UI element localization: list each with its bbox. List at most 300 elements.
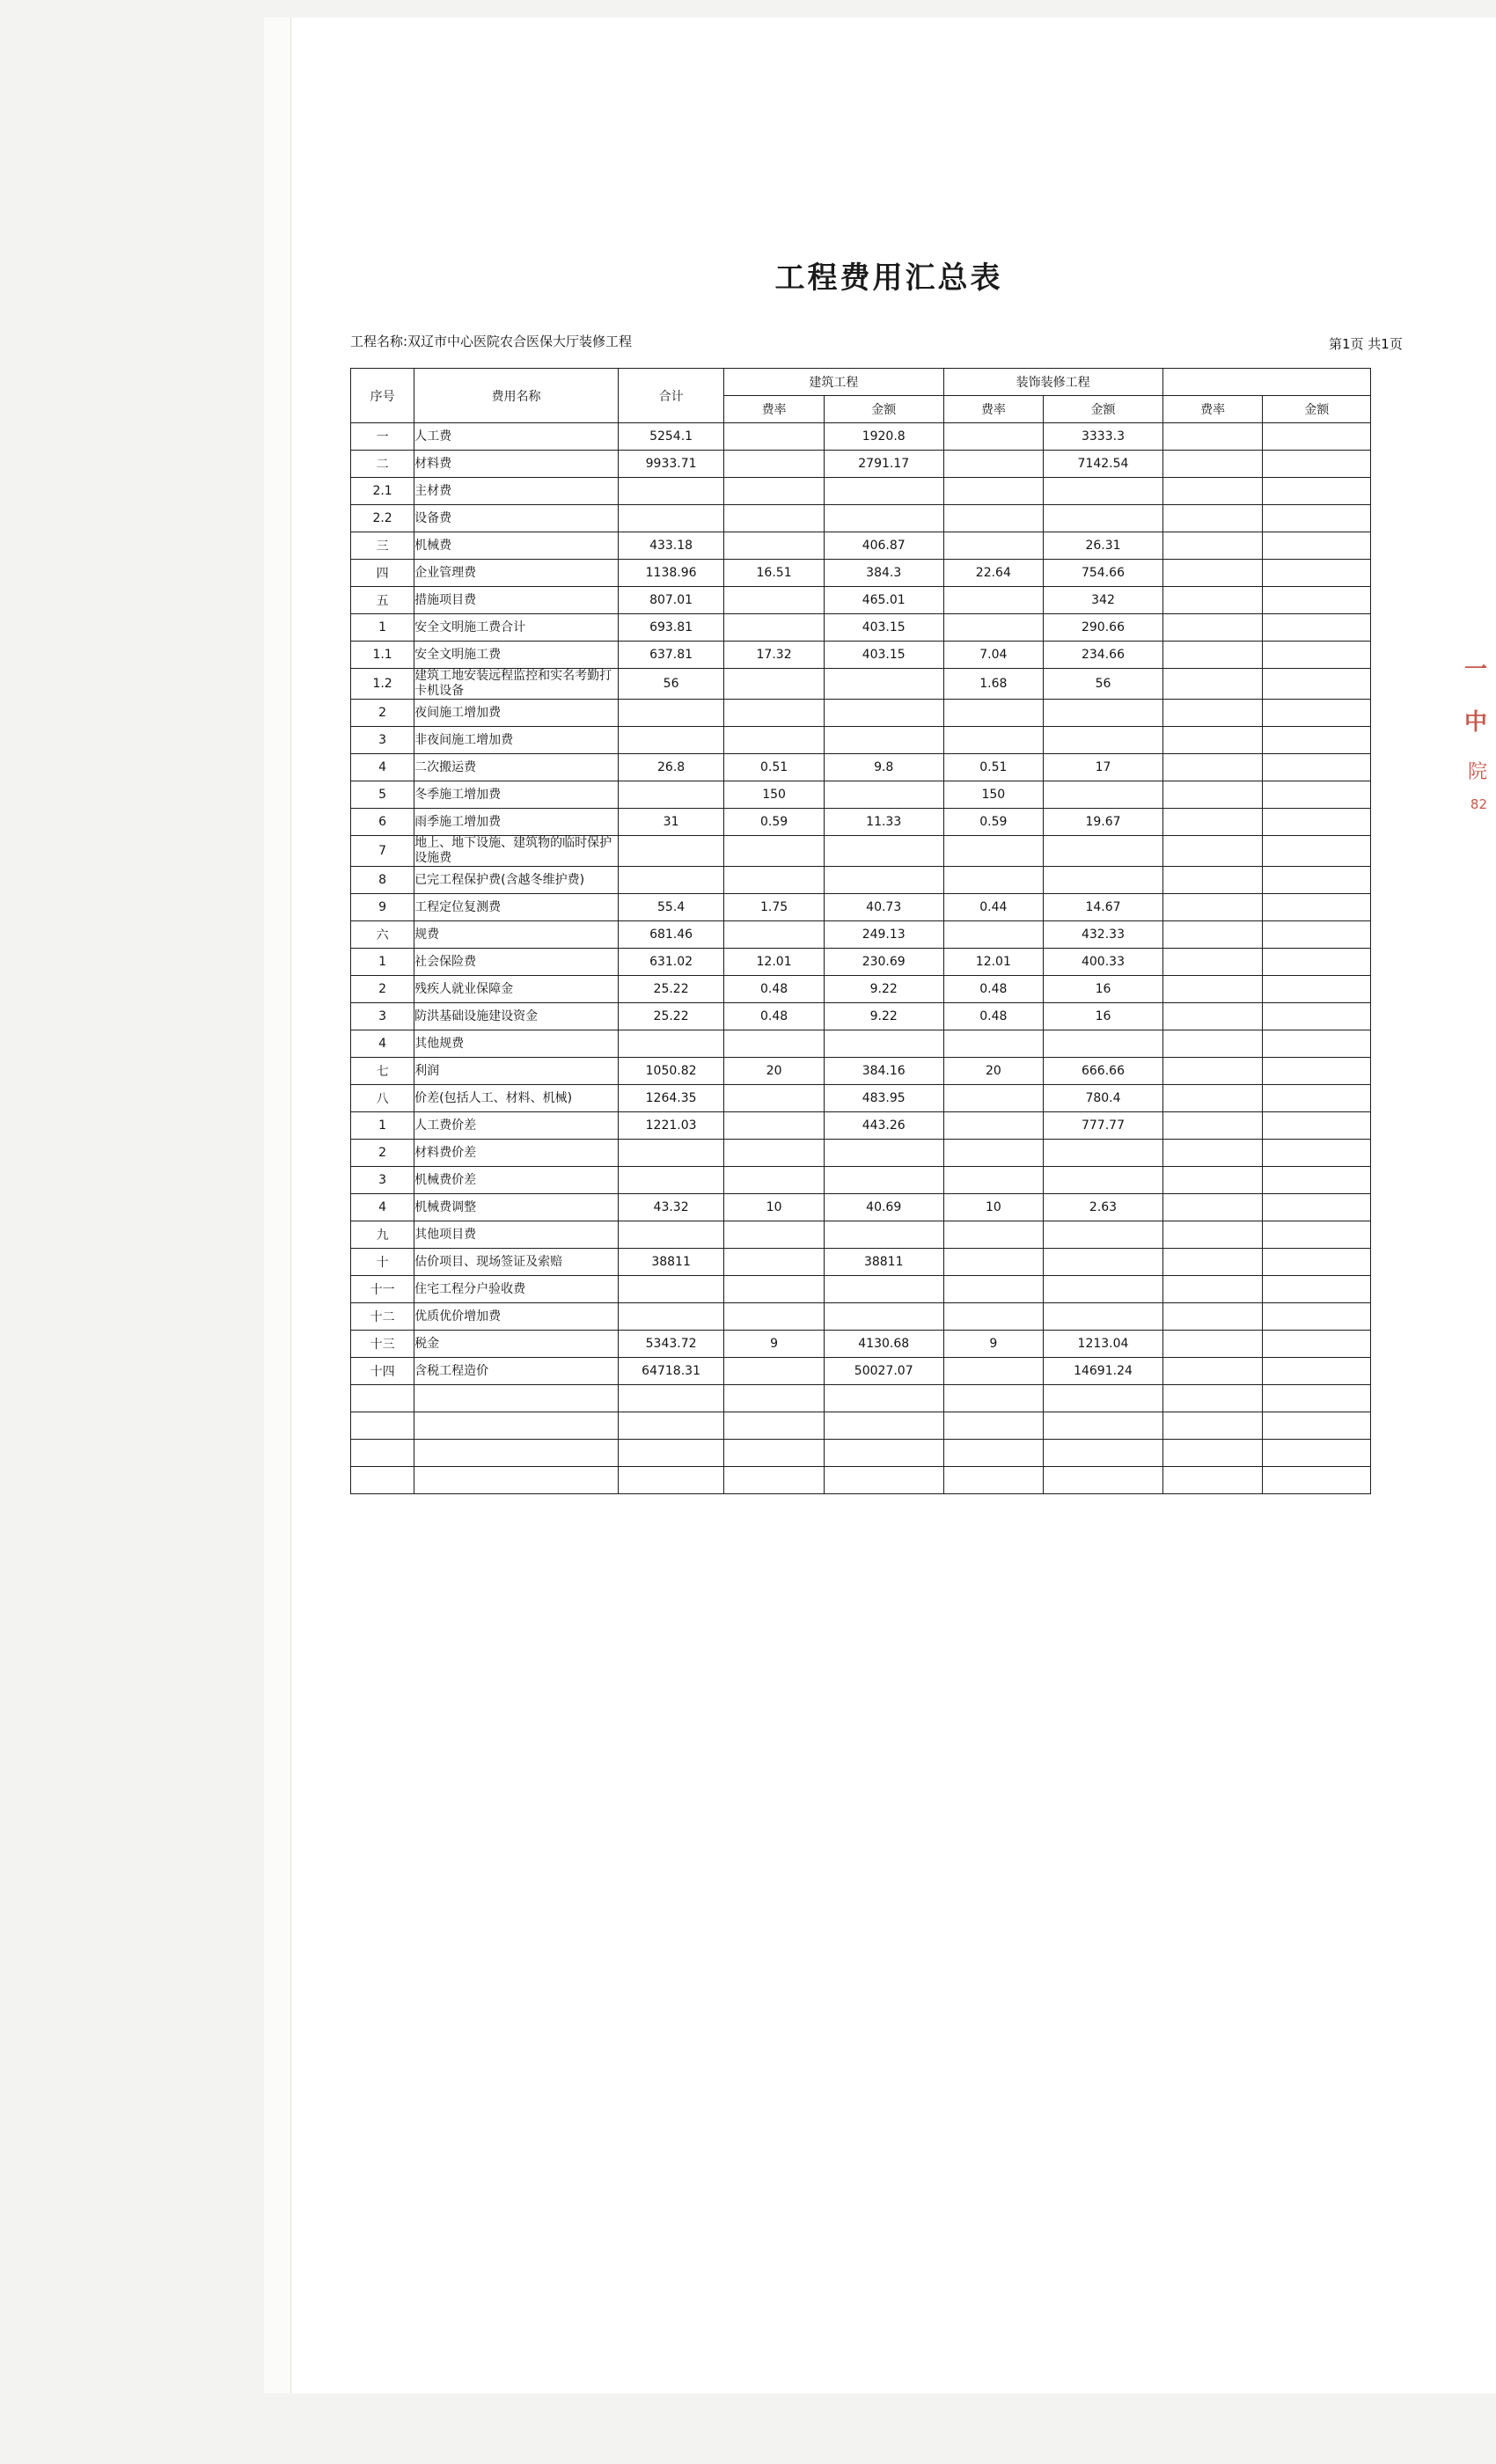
cell-total: 5254.1 <box>618 423 723 451</box>
cell-building-rate: 10 <box>724 1194 825 1221</box>
cell-decoration-amount: 14.67 <box>1044 894 1163 921</box>
cell-blank-rate <box>1162 1303 1263 1331</box>
cell-decoration-amount: 666.66 <box>1044 1058 1163 1085</box>
cell-blank-rate <box>1162 669 1263 700</box>
table-row <box>351 1140 1371 1167</box>
table-row <box>351 836 1371 867</box>
cell-building-rate: 0.51 <box>724 754 825 781</box>
cell-building-amount <box>824 1412 943 1440</box>
cell-total: 1138.96 <box>618 560 723 587</box>
cell-blank-amount <box>1263 809 1371 836</box>
cell-fee-name <box>414 1440 619 1467</box>
cell-building-amount: 230.69 <box>824 949 943 976</box>
cell-index: 十三 <box>351 1331 414 1358</box>
cell-decoration-rate <box>943 1467 1044 1494</box>
cell-blank-amount <box>1263 894 1371 921</box>
cell-blank-amount <box>1263 836 1371 867</box>
cell-building-amount: 249.13 <box>824 921 943 949</box>
cell-decoration-amount <box>1044 505 1163 532</box>
cell-blank-rate <box>1162 727 1263 754</box>
cell-blank-amount <box>1263 781 1371 809</box>
cell-building-rate <box>724 1030 825 1058</box>
header-blank-amount: 金额 <box>1263 396 1371 423</box>
cell-index: 一 <box>351 423 414 451</box>
cell-index: 十 <box>351 1249 414 1276</box>
cell-building-rate <box>724 1112 825 1140</box>
cell-total <box>618 1385 723 1412</box>
table-row <box>351 1385 1371 1412</box>
cell-fee-name: 措施项目费 <box>414 587 619 614</box>
cell-blank-rate <box>1162 1167 1263 1194</box>
cell-fee-name: 防洪基础设施建设资金 <box>414 1003 619 1030</box>
cell-fee-name: 二次搬运费 <box>414 754 619 781</box>
cell-blank-amount <box>1263 587 1371 614</box>
table-row <box>351 587 1371 614</box>
cell-decoration-amount <box>1044 1167 1163 1194</box>
cell-building-rate: 12.01 <box>724 949 825 976</box>
cell-index <box>351 1385 414 1412</box>
cell-decoration-rate: 0.59 <box>943 809 1044 836</box>
cell-decoration-rate: 7.04 <box>943 642 1044 669</box>
cell-total <box>618 1412 723 1440</box>
page-indicator: 第1页 共1页 <box>1329 336 1403 352</box>
cell-index: 2 <box>351 1140 414 1167</box>
cell-decoration-rate <box>943 1249 1044 1276</box>
cell-building-rate <box>724 587 825 614</box>
cell-building-rate <box>724 1385 825 1412</box>
header-building-rate: 费率 <box>724 396 825 423</box>
cell-decoration-rate <box>943 1112 1044 1140</box>
table-row <box>351 451 1371 478</box>
cell-decoration-amount <box>1044 781 1163 809</box>
cell-decoration-amount: 7142.54 <box>1044 451 1163 478</box>
table-row <box>351 781 1371 809</box>
cell-fee-name: 人工费价差 <box>414 1112 619 1140</box>
cell-blank-rate <box>1162 1249 1263 1276</box>
cell-fee-name: 人工费 <box>414 423 619 451</box>
table-row <box>351 1303 1371 1331</box>
cell-building-amount: 38811 <box>824 1249 943 1276</box>
table-row <box>351 560 1371 587</box>
cell-blank-amount <box>1263 754 1371 781</box>
cell-blank-rate <box>1162 700 1263 727</box>
cell-fee-name: 设备费 <box>414 505 619 532</box>
cell-index: 3 <box>351 1167 414 1194</box>
header-decoration-amount: 金额 <box>1044 396 1163 423</box>
cell-fee-name: 利润 <box>414 1058 619 1085</box>
table-row <box>351 642 1371 669</box>
table-row <box>351 1112 1371 1140</box>
cell-building-rate: 1.75 <box>724 894 825 921</box>
cell-total <box>618 1440 723 1467</box>
table-row <box>351 1440 1371 1467</box>
cell-blank-amount <box>1263 560 1371 587</box>
cell-building-rate <box>724 532 825 560</box>
cell-total: 26.8 <box>618 754 723 781</box>
cell-index: 四 <box>351 560 414 587</box>
cell-decoration-amount <box>1044 867 1163 894</box>
cell-blank-amount <box>1263 614 1371 642</box>
cell-fee-name: 地上、地下设施、建筑物的临时保护设施费 <box>414 836 619 867</box>
cell-building-rate: 16.51 <box>724 560 825 587</box>
cell-index: 2 <box>351 976 414 1003</box>
header-blank-rate: 费率 <box>1162 396 1263 423</box>
cell-index: 3 <box>351 727 414 754</box>
cell-fee-name: 机械费调整 <box>414 1194 619 1221</box>
cell-building-rate: 17.32 <box>724 642 825 669</box>
table-row <box>351 809 1371 836</box>
cell-decoration-amount: 16 <box>1044 976 1163 1003</box>
table-body <box>351 423 1371 1494</box>
cell-decoration-amount <box>1044 1303 1163 1331</box>
cell-building-amount: 403.15 <box>824 642 943 669</box>
cell-building-rate <box>724 1276 825 1303</box>
cell-fee-name: 其他规费 <box>414 1030 619 1058</box>
cell-decoration-amount: 234.66 <box>1044 642 1163 669</box>
cell-total: 681.46 <box>618 921 723 949</box>
cell-decoration-rate <box>943 1167 1044 1194</box>
cell-building-rate <box>724 423 825 451</box>
cell-building-amount: 443.26 <box>824 1112 943 1140</box>
page-left-margin <box>264 18 291 2394</box>
table-row <box>351 921 1371 949</box>
red-stamp-mark-4: 82 <box>1470 796 1487 812</box>
cell-building-amount: 40.73 <box>824 894 943 921</box>
cell-blank-rate <box>1162 1358 1263 1385</box>
cell-blank-rate <box>1162 1385 1263 1412</box>
cell-index: 7 <box>351 836 414 867</box>
cell-index: 十一 <box>351 1276 414 1303</box>
cell-building-amount: 406.87 <box>824 532 943 560</box>
cell-blank-rate <box>1162 894 1263 921</box>
cell-blank-amount <box>1263 1412 1371 1440</box>
cell-decoration-rate <box>943 1385 1044 1412</box>
table-row <box>351 505 1371 532</box>
cell-building-amount: 4130.68 <box>824 1331 943 1358</box>
cost-summary-table <box>350 368 1371 1494</box>
cell-decoration-amount <box>1044 1030 1163 1058</box>
cell-index: 六 <box>351 921 414 949</box>
cell-total <box>618 1276 723 1303</box>
cell-total: 31 <box>618 809 723 836</box>
table-row <box>351 754 1371 781</box>
cell-building-amount <box>824 781 943 809</box>
header-total: 合计 <box>618 369 723 423</box>
cell-blank-rate <box>1162 809 1263 836</box>
cell-index <box>351 1440 414 1467</box>
document-body <box>290 0 1496 2464</box>
cell-decoration-rate: 0.51 <box>943 754 1044 781</box>
cell-decoration-rate <box>943 505 1044 532</box>
table-row <box>351 1003 1371 1030</box>
cell-decoration-amount <box>1044 1385 1163 1412</box>
cell-fee-name: 社会保险费 <box>414 949 619 976</box>
cell-fee-name: 优质优价增加费 <box>414 1303 619 1331</box>
cell-index: 十二 <box>351 1303 414 1331</box>
cell-index: 2 <box>351 700 414 727</box>
cell-building-rate <box>724 1249 825 1276</box>
cell-decoration-amount <box>1044 1221 1163 1249</box>
table-row <box>351 894 1371 921</box>
cell-decoration-amount: 56 <box>1044 669 1163 700</box>
cell-building-rate <box>724 1467 825 1494</box>
cell-building-amount <box>824 1385 943 1412</box>
cell-building-amount <box>824 1276 943 1303</box>
cell-blank-rate <box>1162 505 1263 532</box>
cell-decoration-rate <box>943 1358 1044 1385</box>
cell-building-amount: 465.01 <box>824 587 943 614</box>
cell-decoration-rate <box>943 614 1044 642</box>
cell-decoration-amount <box>1044 727 1163 754</box>
table-row <box>351 478 1371 505</box>
cell-blank-amount <box>1263 505 1371 532</box>
table-row <box>351 1167 1371 1194</box>
cell-decoration-rate <box>943 700 1044 727</box>
cell-decoration-rate <box>943 1276 1044 1303</box>
cell-building-rate <box>724 1412 825 1440</box>
cell-building-amount <box>824 669 943 700</box>
cell-decoration-amount: 19.67 <box>1044 809 1163 836</box>
cell-index: 2.1 <box>351 478 414 505</box>
cell-decoration-rate <box>943 532 1044 560</box>
cell-decoration-amount: 777.77 <box>1044 1112 1163 1140</box>
cell-total: 631.02 <box>618 949 723 976</box>
cell-blank-rate <box>1162 532 1263 560</box>
cell-building-rate: 0.48 <box>724 976 825 1003</box>
table-row <box>351 1331 1371 1358</box>
cell-decoration-rate <box>943 727 1044 754</box>
cell-blank-amount <box>1263 1140 1371 1167</box>
cell-blank-amount <box>1263 478 1371 505</box>
cell-blank-amount <box>1263 532 1371 560</box>
cell-building-amount <box>824 836 943 867</box>
cell-decoration-amount <box>1044 1140 1163 1167</box>
cell-building-rate <box>724 700 825 727</box>
cell-blank-rate <box>1162 1440 1263 1467</box>
cell-blank-rate <box>1162 1112 1263 1140</box>
table-row <box>351 1358 1371 1385</box>
cell-total <box>618 478 723 505</box>
cell-blank-rate <box>1162 1194 1263 1221</box>
cell-decoration-rate: 10 <box>943 1194 1044 1221</box>
cell-blank-rate <box>1162 642 1263 669</box>
cell-fee-name: 工程定位复测费 <box>414 894 619 921</box>
table-row <box>351 669 1371 700</box>
cell-decoration-amount <box>1044 1412 1163 1440</box>
cell-blank-amount <box>1263 423 1371 451</box>
cell-total: 693.81 <box>618 614 723 642</box>
cell-total <box>618 505 723 532</box>
cell-building-rate <box>724 867 825 894</box>
cell-decoration-amount: 2.63 <box>1044 1194 1163 1221</box>
table-row <box>351 1058 1371 1085</box>
cell-index: 8 <box>351 867 414 894</box>
header-decoration-rate: 费率 <box>943 396 1044 423</box>
cell-fee-name: 估价项目、现场签证及索赔 <box>414 1249 619 1276</box>
cell-blank-amount <box>1263 1112 1371 1140</box>
cell-index: 4 <box>351 754 414 781</box>
cell-building-rate <box>724 1221 825 1249</box>
cell-index: 八 <box>351 1085 414 1112</box>
cell-blank-rate <box>1162 1412 1263 1440</box>
cell-building-rate <box>724 1303 825 1331</box>
cell-blank-rate <box>1162 836 1263 867</box>
cell-building-amount: 11.33 <box>824 809 943 836</box>
cell-index <box>351 1467 414 1494</box>
table-row <box>351 1030 1371 1058</box>
cell-fee-name: 材料费 <box>414 451 619 478</box>
cell-blank-rate <box>1162 781 1263 809</box>
page-title: 工程费用汇总表 <box>774 260 1003 296</box>
cell-decoration-amount <box>1044 1440 1163 1467</box>
cell-blank-amount <box>1263 1249 1371 1276</box>
cell-index: 十四 <box>351 1358 414 1385</box>
cell-total <box>618 1221 723 1249</box>
cell-blank-amount <box>1263 1003 1371 1030</box>
table-row <box>351 1276 1371 1303</box>
cell-fee-name: 其他项目费 <box>414 1221 619 1249</box>
cell-building-amount: 483.95 <box>824 1085 943 1112</box>
cell-blank-amount <box>1263 1303 1371 1331</box>
cell-decoration-rate <box>943 1221 1044 1249</box>
cell-index: 1 <box>351 1112 414 1140</box>
cell-building-rate <box>724 836 825 867</box>
table-row <box>351 532 1371 560</box>
cell-building-amount <box>824 1303 943 1331</box>
cell-building-rate <box>724 1440 825 1467</box>
cell-decoration-rate: 9 <box>943 1331 1044 1358</box>
cell-building-rate <box>724 669 825 700</box>
cell-index: 2.2 <box>351 505 414 532</box>
cell-total <box>618 836 723 867</box>
cell-building-amount: 403.15 <box>824 614 943 642</box>
table-row <box>351 727 1371 754</box>
table-row <box>351 1221 1371 1249</box>
cell-decoration-rate <box>943 1030 1044 1058</box>
cell-blank-amount <box>1263 1030 1371 1058</box>
cell-index: 3 <box>351 1003 414 1030</box>
cell-total: 64718.31 <box>618 1358 723 1385</box>
cell-building-amount <box>824 1140 943 1167</box>
cell-decoration-amount: 3333.3 <box>1044 423 1163 451</box>
cell-index: 4 <box>351 1030 414 1058</box>
cell-blank-amount <box>1263 1358 1371 1385</box>
cell-decoration-rate: 20 <box>943 1058 1044 1085</box>
cell-total: 25.22 <box>618 1003 723 1030</box>
cell-fee-name: 含税工程造价 <box>414 1358 619 1385</box>
cell-decoration-amount: 780.4 <box>1044 1085 1163 1112</box>
cell-fee-name: 雨季施工增加费 <box>414 809 619 836</box>
cell-total <box>618 700 723 727</box>
cell-fee-name: 主材费 <box>414 478 619 505</box>
cell-decoration-amount: 342 <box>1044 587 1163 614</box>
cell-total: 1221.03 <box>618 1112 723 1140</box>
cell-decoration-rate <box>943 423 1044 451</box>
cell-decoration-amount: 1213.04 <box>1044 1331 1163 1358</box>
table-row <box>351 700 1371 727</box>
cell-decoration-rate <box>943 587 1044 614</box>
cell-total <box>618 867 723 894</box>
cell-building-amount: 40.69 <box>824 1194 943 1221</box>
cell-blank-rate <box>1162 867 1263 894</box>
cell-blank-rate <box>1162 1331 1263 1358</box>
cell-fee-name: 机械费价差 <box>414 1167 619 1194</box>
cell-fee-name <box>414 1385 619 1412</box>
cell-building-amount: 9.8 <box>824 754 943 781</box>
project-name-label: 工程名称:双辽市中心医院农合医保大厅装修工程 <box>350 334 633 349</box>
cell-blank-amount <box>1263 1331 1371 1358</box>
cell-decoration-amount <box>1044 1276 1163 1303</box>
cell-building-rate <box>724 478 825 505</box>
cell-building-rate <box>724 1167 825 1194</box>
cell-blank-rate <box>1162 1140 1263 1167</box>
cell-building-rate: 9 <box>724 1331 825 1358</box>
cell-decoration-amount: 432.33 <box>1044 921 1163 949</box>
red-stamp-mark-2: 中 <box>1463 709 1487 736</box>
cell-blank-amount <box>1263 1194 1371 1221</box>
cell-decoration-rate <box>943 478 1044 505</box>
cell-blank-rate <box>1162 949 1263 976</box>
cell-building-rate: 0.48 <box>724 1003 825 1030</box>
cell-fee-name: 规费 <box>414 921 619 949</box>
cell-decoration-rate <box>943 1085 1044 1112</box>
cell-decoration-rate <box>943 836 1044 867</box>
cell-decoration-amount <box>1044 1467 1163 1494</box>
cell-blank-amount <box>1263 921 1371 949</box>
table-row <box>351 1085 1371 1112</box>
cell-blank-rate <box>1162 1467 1263 1494</box>
cell-total: 25.22 <box>618 976 723 1003</box>
cell-fee-name: 税金 <box>414 1331 619 1358</box>
cell-total: 55.4 <box>618 894 723 921</box>
cell-total: 56 <box>618 669 723 700</box>
table-row <box>351 1412 1371 1440</box>
cell-blank-amount <box>1263 1276 1371 1303</box>
table-row <box>351 867 1371 894</box>
cell-building-rate <box>724 1140 825 1167</box>
cell-decoration-amount: 754.66 <box>1044 560 1163 587</box>
cell-index: 1 <box>351 949 414 976</box>
cell-fee-name <box>414 1467 619 1494</box>
cell-total <box>618 1030 723 1058</box>
cell-fee-name: 残疾人就业保障金 <box>414 976 619 1003</box>
cell-total <box>618 1140 723 1167</box>
table-row <box>351 1249 1371 1276</box>
cell-building-amount <box>824 1030 943 1058</box>
cell-decoration-rate <box>943 1140 1044 1167</box>
cell-building-amount: 384.3 <box>824 560 943 587</box>
cell-decoration-rate <box>943 451 1044 478</box>
cell-decoration-rate <box>943 1440 1044 1467</box>
cell-total: 637.81 <box>618 642 723 669</box>
table-row <box>351 423 1371 451</box>
cell-building-rate <box>724 727 825 754</box>
cell-total <box>618 1167 723 1194</box>
cell-index: 1 <box>351 614 414 642</box>
cell-blank-amount <box>1263 1440 1371 1467</box>
table-header-group-row <box>351 369 1371 396</box>
cell-blank-rate <box>1162 587 1263 614</box>
cell-index: 9 <box>351 894 414 921</box>
cell-total: 5343.72 <box>618 1331 723 1358</box>
cell-fee-name: 非夜间施工增加费 <box>414 727 619 754</box>
cell-blank-amount <box>1263 867 1371 894</box>
cell-building-amount <box>824 727 943 754</box>
red-stamp-mark-3: 院 <box>1467 761 1487 783</box>
cell-decoration-rate <box>943 921 1044 949</box>
cell-index: 6 <box>351 809 414 836</box>
table-row <box>351 614 1371 642</box>
